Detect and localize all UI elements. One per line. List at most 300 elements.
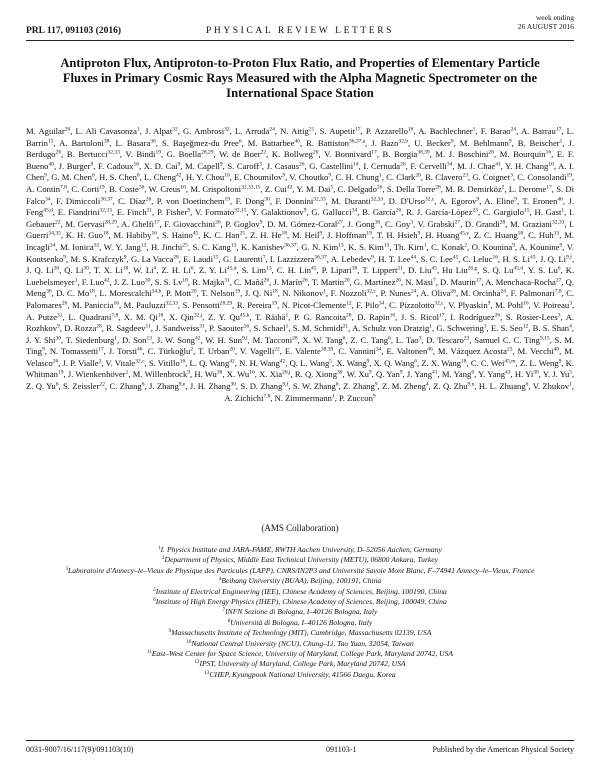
author-affiliation-ref: 42 [104,277,110,284]
author-affiliation-ref: 19 [234,288,241,295]
author [205,335,247,345]
author-affiliation-ref: 16 [179,358,186,365]
author-affiliation-ref: 32,33 [107,149,120,156]
author [435,149,494,159]
author-affiliation-ref: 46 [294,138,300,145]
author-affiliation-ref: 9 [41,346,45,353]
author [60,242,99,252]
author-name: Q. L. Wang [289,357,330,368]
author [401,312,445,322]
author-name: S. C. Lee [420,253,453,264]
author [500,149,551,159]
author-affiliation-ref: 1 [285,323,289,330]
affiliation-number: 1 [158,546,161,551]
author-affiliation-ref: 9 [559,242,563,249]
author-affiliation-ref: 32,15 [234,207,247,214]
author-affiliation-ref: 28,29 [219,300,233,307]
author-name: X. Wang [336,357,367,368]
author-affiliation-ref: 18 [157,312,164,318]
author-name: X. W. Tang [302,334,343,345]
author-affiliation-ref: 32,33,15 [241,184,261,191]
author-name: K. H. Guo [65,230,104,241]
author-affiliation-ref: 32,33 [99,207,112,214]
author-name: M. Velasco [26,346,575,368]
author-name: F. Cervelli [410,160,447,171]
author [338,346,381,356]
author-name: W. de Boer [219,149,261,160]
author-name: W. Li [133,265,154,276]
author [201,288,240,298]
author-name: F. Pilo [356,299,379,310]
author [405,277,435,287]
author-affiliation-ref: 19 [366,230,372,237]
author-affiliation-ref: 42 [279,358,286,365]
author-name: X. Wu [226,369,250,380]
author [26,312,63,322]
author-affiliation-ref: 7,8 [60,184,67,191]
journal-name: PHYSICAL REVIEW LETTERS [205,26,395,36]
author [485,277,561,287]
author-name: Z. L. Weng [519,357,559,368]
author-name: A. I. Chen [26,160,575,183]
author-affiliation-ref: 32,j [193,312,203,318]
author-name: G. N. Kim [301,241,339,252]
author-affiliation-ref: 9 [371,254,374,261]
author-affiliation-ref: 42 [176,172,182,179]
author-affiliation-ref: 1 [379,172,382,179]
author-name: S. Haino [161,230,193,241]
author-name: N. Masi [405,276,433,287]
author-affiliation-ref: 9 [123,254,127,261]
affiliation-text: Institute of Electrical Engineering (IEE), Chinese Academy of Sciences, Beijing, 100190, China [155,586,447,596]
author-name: L. Quadrani [68,311,112,322]
author [461,288,506,298]
author-name: G. Boella [166,149,202,160]
author-name: J. Yang [406,369,433,380]
author-affiliation-ref: 16 [545,149,552,156]
affiliation [40,545,560,555]
author [155,323,205,333]
author-affiliation-ref: 30 [374,219,381,226]
author-name: Z. C. Huang [473,230,518,241]
author [339,393,376,403]
author-name: M. Behlmann [459,137,509,148]
author [463,254,498,264]
author [506,312,561,322]
author-name: I. Guerri [26,218,575,241]
author [322,265,358,275]
author-affiliation-ref: 45 [192,230,199,237]
author-affiliation-ref: 26,g [467,265,478,272]
author-name: V. Vitale [105,357,136,368]
author-affiliation-ref: 26,j [282,369,291,376]
author-name: P. von Doetinchem [156,195,225,206]
author-affiliation-ref: 10 [548,161,554,168]
author-name: I. Lazzizzera [269,253,315,264]
author-affiliation-ref: 9 [219,161,223,168]
author-affiliation-ref: 18 [517,230,524,237]
author [362,207,401,217]
author-affiliation-ref: 19 [271,300,278,307]
author [223,254,266,264]
publisher: Published by the American Physical Society [432,745,574,754]
author-name: V. Choutko [289,172,329,183]
author-affiliation-ref: 3 [510,172,513,179]
author-affiliation-ref: 3 [418,335,422,342]
author-name: D. Liu [408,265,432,276]
author-name: K. Kanishev [240,241,285,252]
author [290,358,332,368]
author-name: G. Gallucci [311,207,352,218]
author-name: M. Capell [185,160,220,171]
author-affiliation-ref: 9 [512,242,515,249]
author [472,172,513,182]
author-affiliation-ref: 28 [488,149,494,156]
author [59,138,109,148]
author [534,207,564,217]
author [374,358,417,368]
author [155,277,188,287]
author [347,369,372,379]
author [289,172,331,182]
affiliation-number: 6 [153,598,156,604]
author [275,393,335,403]
author-name: I. Cernuda [363,160,401,171]
author-name: T. H. Hsieh [376,230,418,241]
author-name: M. Graziani [509,218,552,229]
author-affiliation-ref: 45 [311,265,317,272]
author [109,184,144,194]
author [192,277,230,287]
author-affiliation-ref: 20 [344,277,350,284]
author [82,277,110,287]
author [227,161,262,171]
author-name: Z. Q. Zhu [433,381,468,392]
author [510,219,564,229]
author-name: T. X. Li [93,265,123,276]
author-affiliation-ref: 34,35 [48,230,61,237]
author-name: G. Schwering [436,323,484,334]
author-affiliation-ref: 17 [154,219,160,226]
author-affiliation-ref: 32,c [366,288,376,295]
author [26,335,61,345]
author-name: V. Bonnivard [324,149,372,160]
author [194,369,222,379]
affiliation-text: Institute of High Energy Physics (IHEP), Chinese Academy of Sciences, Beijing, 100049, China [155,597,447,607]
author-name: G. M. Chen [51,172,92,183]
author-affiliation-ref: 9 [368,369,372,376]
author-affiliation-ref: 17 [98,346,104,353]
author-name: S. Q. Lu [482,265,514,276]
author-name: P. Mott [166,288,192,299]
affiliation [40,597,560,607]
collaboration: (AMS Collaboration) [261,523,339,533]
author [255,312,288,322]
author-affiliation-ref: 25 [239,230,245,237]
author-name: S. Rosier-Lees [505,311,558,322]
author-affiliation-ref: 16 [113,300,119,307]
author-affiliation-ref: 26 [395,207,402,214]
author-affiliation-ref: 19 [155,149,161,156]
author [389,196,435,206]
author-name: T. Siedenburg [65,334,115,345]
author-affiliation-ref: 41 [432,369,438,376]
author-name: M. S. Krafczyk [70,253,124,264]
author [76,126,140,136]
author-name: S. Pensotti [182,299,220,310]
author-name: R. Sagdeev [106,323,146,334]
author [26,184,67,194]
author [237,300,277,310]
author-name: A. Lebedev [330,253,371,264]
author-affiliation-ref: 9,n [467,381,475,388]
author-name: J. Y. Shi [26,334,56,345]
author-name: C. H. Lin [276,265,312,276]
author [385,219,413,229]
author-affiliation-ref: 18 [461,358,467,365]
author-affiliation-ref: 9 [282,172,286,179]
author [145,126,178,136]
author-affiliation-ref: 15 [524,207,530,214]
author-name: S. C. Kang [192,241,231,252]
footer-code: 0031-9007/16/117(9)/091103(10) [26,745,134,754]
affiliation-number: 8 [227,618,231,624]
author [149,184,186,194]
author [309,161,358,171]
author-name: M. Pohl [495,299,524,310]
author-affiliation-ref: 5 [329,358,333,365]
author [352,323,432,333]
author-affiliation-ref: 27 [555,277,562,284]
author [235,126,275,136]
affiliation-number: 4 [218,577,222,583]
author [166,288,197,298]
author [56,196,112,206]
author [521,126,561,136]
author [253,335,298,345]
author-name: J. S. Ricol [400,311,440,322]
author-affiliation-ref: 30 [230,381,236,388]
author [348,242,389,252]
author [240,381,288,391]
author-name: F. Cadoux [97,160,134,171]
author-affiliation-ref: 40 [48,161,54,168]
author [354,277,401,287]
author-affiliation-ref: 12 [522,323,529,330]
author-name: J. Feng [26,195,574,218]
author-name: R. J. García-López [406,207,473,218]
author [293,323,348,333]
author [396,335,422,345]
author [242,265,272,275]
affiliation [40,659,560,669]
author [331,196,383,206]
author-name: N. Zimmermann [274,392,332,403]
author [273,277,307,287]
author-name: M. Bourquin [499,149,546,160]
author-affiliation-ref: 3 [569,300,572,307]
author-affiliation-ref: 17 [546,184,552,191]
author [356,300,384,310]
author [162,138,242,148]
author-affiliation-ref: 45 [452,254,459,261]
author [394,242,427,252]
author-affiliation-ref: 5 [569,369,572,376]
author-name: K. Whitman [26,357,575,380]
author-name: Samuel C. C. Ting [474,334,540,345]
author [371,138,408,148]
author-name: L. Tao [395,334,419,345]
author-affiliation-ref: 13 [383,242,390,249]
author-affiliation-ref: 32,33 [370,196,384,203]
author-name: B. S. Shan [532,323,570,334]
author-name: D. Tescaro [426,334,464,345]
author-affiliation-ref: 38 [351,265,358,272]
author-name: C. Vannini [338,346,376,357]
author-affiliation-ref: 3 [557,312,561,318]
author-affiliation-ref: 9,f [282,381,289,388]
author [350,335,391,345]
author [386,346,432,356]
author [465,219,505,229]
author-affiliation-ref: 19 [99,184,105,191]
author-affiliation-ref: 13 [146,335,152,342]
author-affiliation-ref: 26 [494,312,501,318]
author-name: J. Torsti [108,346,138,357]
author-affiliation-ref: 34 [45,196,51,203]
author [131,254,179,264]
author-affiliation-ref: 32 [224,126,230,133]
author [64,323,102,333]
author-name: M. Willenbrock [132,369,188,380]
author [389,300,444,310]
author [292,230,322,240]
author-name: P. Goglov [225,218,260,229]
author-name: V. Koutsenko [26,241,574,264]
author-name: C. Delgado [337,183,377,194]
author-name: A. Rozhkov [26,311,575,334]
author-affiliation-ref: 28 [173,254,179,261]
author-affiliation-ref: 2 [501,184,505,191]
author-affiliation-ref: 32,c [424,196,435,203]
author-affiliation-ref: 24 [269,126,275,133]
author-affiliation-ref: 9 [328,172,332,179]
author-name: D. Grandi [464,218,500,229]
author [144,161,181,171]
author-affiliation-ref: 6 [55,381,59,388]
author [295,369,343,379]
author [440,277,481,287]
author-name: V. Plyaskin [448,299,488,310]
author-name: K. C. Han [203,230,240,241]
author-affiliation-ref: 18 [89,288,95,295]
author-name: J. Hoffman [327,230,367,241]
author-name: C. Huh [528,230,554,241]
affiliation [40,670,560,680]
author-name: F. Luo [81,276,104,287]
author [336,358,369,368]
author-name: V. Formato [194,207,235,218]
author [450,312,500,322]
author-name: M. Orcinha [460,288,501,299]
author [66,230,109,240]
author-name: C. Pizzolotto [389,299,435,310]
author-affiliation-ref: 23 [463,335,470,342]
author-affiliation-ref: 31 [224,277,230,284]
author-name: M. Duranti [331,195,371,206]
author-affiliation-ref: 24 [500,288,507,295]
author [528,230,559,240]
author-affiliation-ref: 7 [262,254,266,261]
author [239,358,285,368]
affiliation [40,628,560,638]
author [199,265,237,275]
author-name: J. Q. Li [539,253,567,264]
author-name: Z. Y. Li [198,265,227,276]
author-name: Z. M. Zheng [382,381,426,392]
author-name: N. Attig [280,126,309,136]
author-name: Th. Kirn [393,241,424,252]
author-name: H. S. Chen [99,172,137,183]
author-name: B. Bertucci [66,149,108,160]
author-name: F. Nozzoli [330,288,367,299]
author-name: S. Başeğmez-du Pree [161,137,239,148]
author-name: R. Battiston [306,137,349,148]
author [241,242,297,252]
author-affiliation-ref: 6 [342,335,346,342]
author [71,184,104,194]
author [106,358,145,368]
author-name: I. Rodríguez [450,311,495,322]
author-affiliation-ref: 30 [337,369,343,376]
author-name: P. Lipari [321,265,352,276]
author-affiliation-ref: 1 [423,242,427,249]
author [282,300,352,310]
author-affiliation-ref: 32,33 [313,196,326,203]
author-name: T. Urban [198,346,230,357]
author [421,288,456,298]
author-name: Q. Yan [376,369,400,380]
author-affiliation-ref: 21 [397,265,403,272]
author-name: J. Zhang [148,381,179,392]
author-name: T. Nelson [201,288,235,299]
author-name: H. T. Lee [378,253,411,264]
page-header [26,10,574,41]
author [68,369,129,379]
author-affiliation-ref: 26 [376,184,383,191]
author [240,346,280,356]
author-name: J. Berdugo [26,137,574,160]
author-name: P. Zuccon [338,392,373,403]
author [65,219,116,229]
author [387,184,441,194]
author-affiliation-ref: 30 [144,277,151,284]
author-affiliation-ref: 6 [471,369,475,376]
author-name: W. Y. Jang [103,241,141,252]
author-name: L. Cheng [143,172,177,183]
author [251,207,306,217]
journal-reference: PRL 117, 091103 (2016) [26,26,122,36]
paper-title: Antiproton Flux, Antiproton-to-Proton Flux Ratio, and Properties of Elementary Particle Fluxes in Primary Cosmic Rays Measured with the Alpha Magnetic Spectrometer on the International Space Station [60,56,540,100]
author-affiliation-ref: 9 [558,358,562,365]
author-name: B. Beischer [517,137,560,148]
author-name: G. Ambrosi [183,126,225,136]
author [227,369,255,379]
author-name: I. Gebauer [26,207,575,229]
author-name: J. Gong [347,218,375,229]
author-name: M. Incagli [26,230,574,252]
author-name: X. M. Qi [123,311,158,322]
